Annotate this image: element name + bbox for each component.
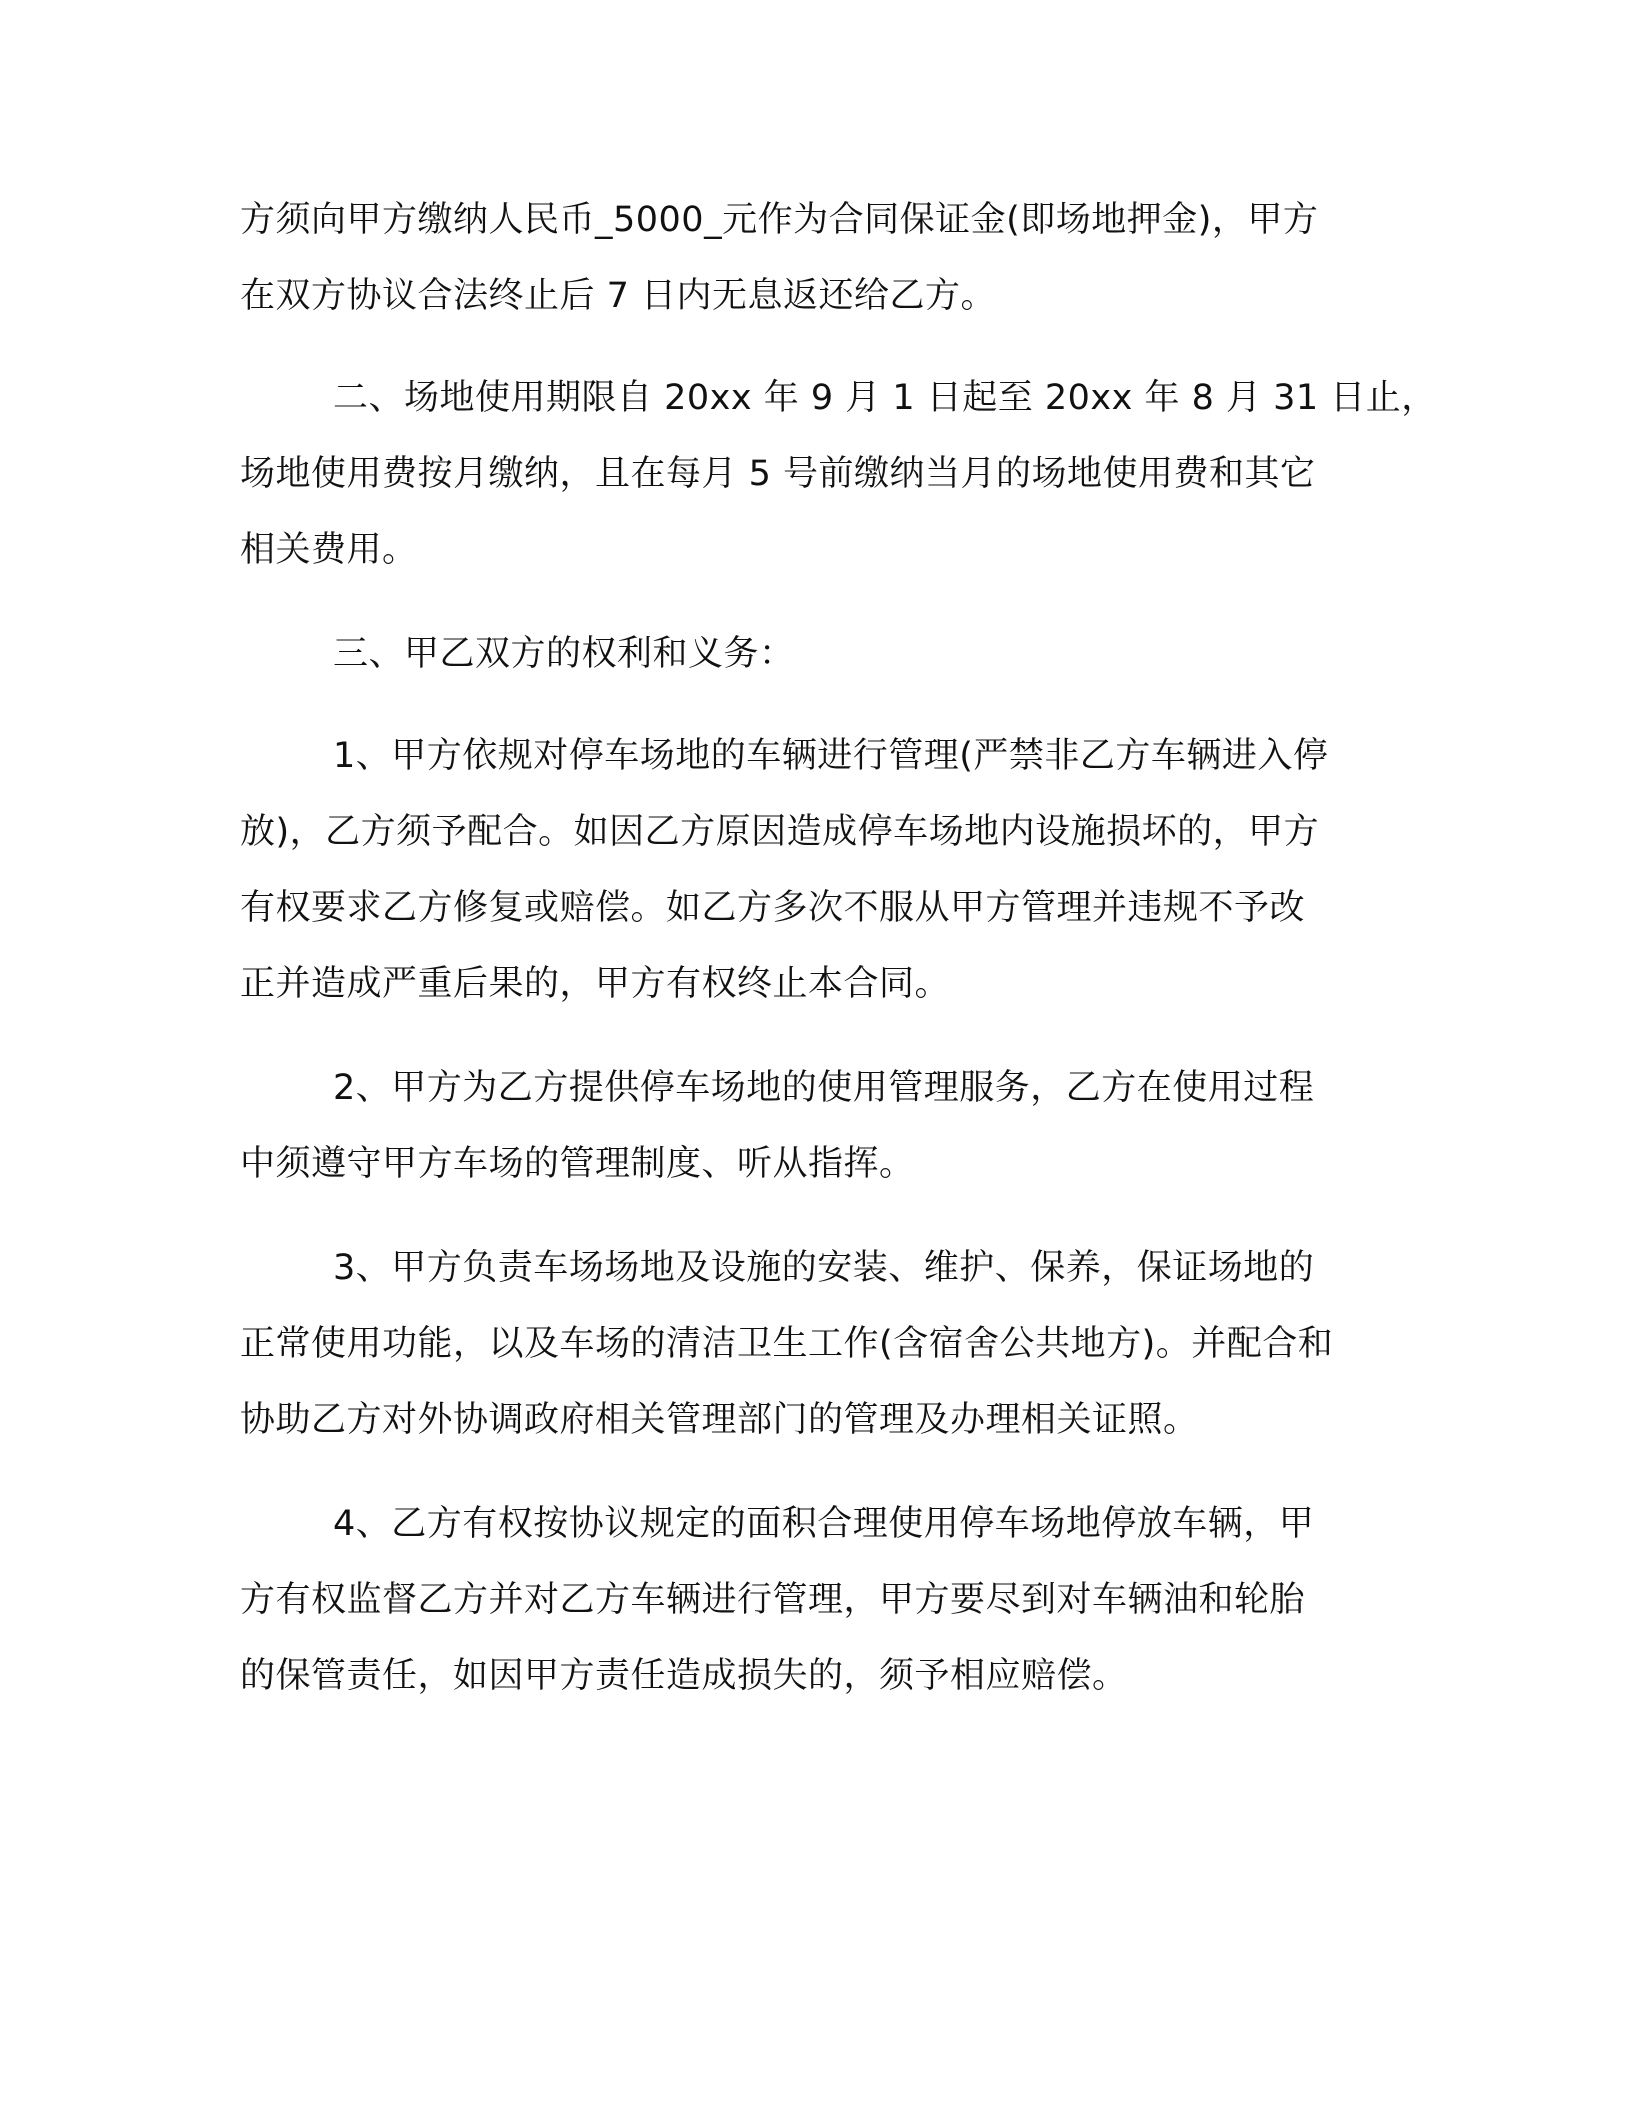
item-1-line-4: 正并造成严重后果的，甲方有权终止本合同。	[240, 964, 951, 1004]
clause-2-line-3: 相关费用。	[240, 530, 418, 570]
item-1-line-1: 1、甲方依规对停车场地的车辆进行管理(严禁非乙方车辆进入停	[333, 736, 1329, 776]
item-4-line-3: 的保管责任，如因甲方责任造成损失的，须予相应赔偿。	[240, 1656, 1128, 1696]
item-4-line-2: 方有权监督乙方并对乙方车辆进行管理，甲方要尽到对车辆油和轮胎	[240, 1580, 1306, 1620]
item-3-line-2: 正常使用功能，以及车场的清洁卫生工作(含宿舍公共地方)。并配合和	[240, 1324, 1334, 1364]
clause-2-line-1: 二、场地使用期限自 20xx 年 9 月 1 日起至 20xx 年 8 月 31 日止，	[333, 378, 1437, 418]
item-2-line-2: 中须遵守甲方车场的管理制度、听从指挥。	[240, 1144, 915, 1184]
item-1-line-2: 放)，乙方须予配合。如因乙方原因造成停车场地内设施损坏的，甲方	[240, 812, 1320, 852]
item-4-line-1: 4、乙方有权按协议规定的面积合理使用停车场地停放车辆，甲	[333, 1504, 1315, 1544]
clause-3-heading: 三、甲乙双方的权利和义务：	[333, 634, 795, 674]
item-3-line-3: 协助乙方对外协调政府相关管理部门的管理及办理相关证照。	[240, 1400, 1199, 1440]
item-3-line-1: 3、甲方负责车场场地及设施的安装、维护、保养，保证场地的	[333, 1248, 1315, 1288]
text-line-deposit-2: 在双方协议合法终止后 7 日内无息返还给乙方。	[240, 276, 997, 316]
text-line-deposit-1: 方须向甲方缴纳人民币_5000_元作为合同保证金(即场地押金)，甲方	[240, 200, 1319, 240]
item-1-line-3: 有权要求乙方修复或赔偿。如乙方多次不服从甲方管理并违规不予改	[240, 888, 1306, 928]
clause-2-line-2: 场地使用费按月缴纳，且在每月 5 号前缴纳当月的场地使用费和其它	[240, 454, 1316, 494]
item-2-line-1: 2、甲方为乙方提供停车场地的使用管理服务，乙方在使用过程	[333, 1068, 1315, 1108]
